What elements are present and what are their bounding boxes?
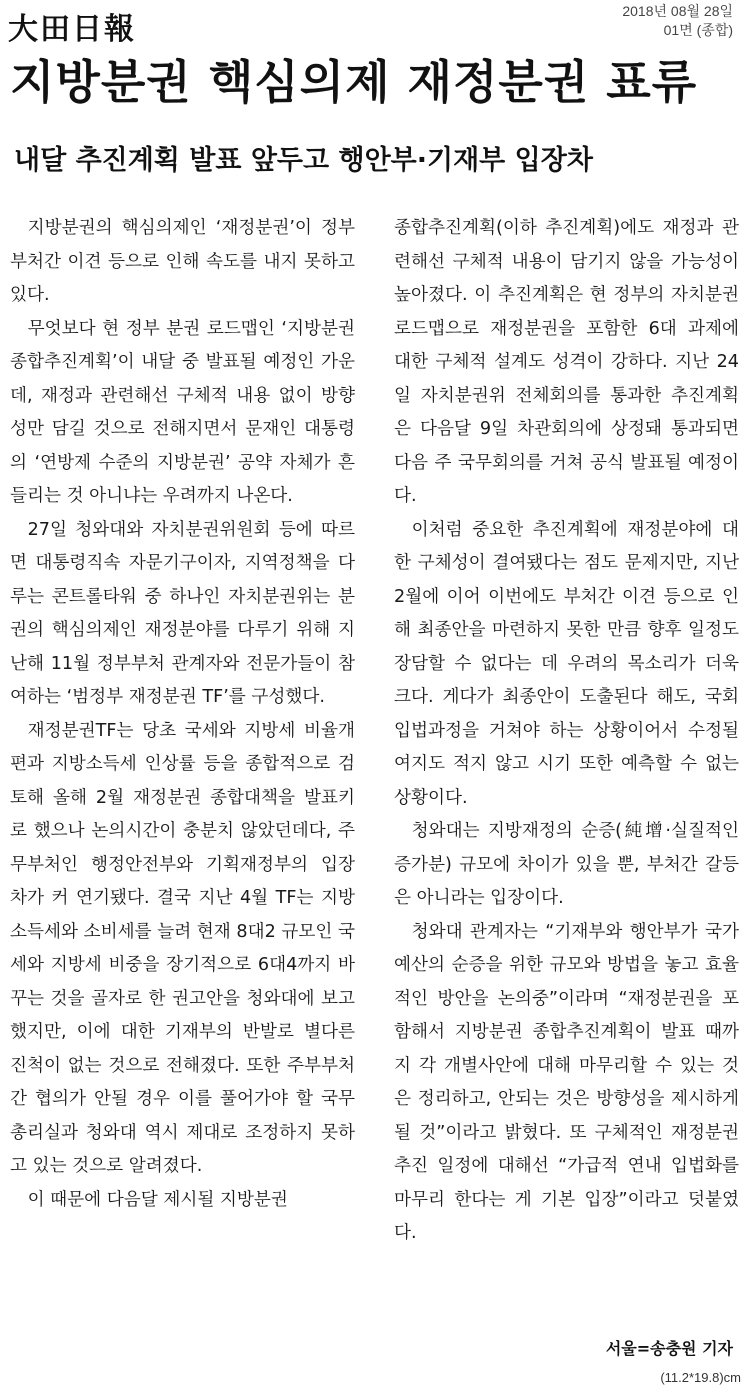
paragraph-continued: 종합추진계획(이하 추진계획)에도 재정과 관련해선 구체적 내용이 담기지 않을 가능성이 높아졌다. 이 추진계획은 현 정부의 자치분권 로드맵으로 재정분권을 포함한 6대 과제에 대한 구체적 설계도 성격이 강하다. 지난 24일 자치분권위 전체회의를 통과한 추진계획은 다음달 9일 차관회의에 상정돼 통과되면 다음 주 국무회의를 거쳐 공식 발표될 예정이다. — [394, 218, 739, 506]
reporter-byline: 서울=송충원 기자 — [605, 1339, 733, 1358]
article-column-left — [10, 212, 355, 1367]
paragraph: 지방분권의 핵심의제인 ‘재정분권’이 정부부처간 이견 등으로 인해 속도를 내지 못하고 있다. — [10, 218, 355, 305]
paragraph: 이 때문에 다음달 제시될 지방분권 — [27, 1189, 288, 1210]
article-column-right — [394, 212, 739, 1367]
paragraph: 청와대는 지방재정의 순증(純增·실질적인 증가분) 규모에 차이가 있을 뿐, 부처간 갈등은 아니라는 입장이다. — [394, 821, 739, 908]
paragraph: 재정분권TF는 당초 국세와 지방세 비율개편과 지방소득세 인상률 등을 종합적으로 검토해 올해 2월 재정분권 종합대책을 발표키로 했으나 논의시간이 충분치 않았던데다, 주무부처인 행정안전부와 기획재정부의 입장 차가 커 연기됐다. 결국 지난 4월 TF는 지방소득세와 소비세를 늘려 현재 8대2 규모인 국세와 지방세 비중을 장기적으로 6대4까지 바꾸는 것을 골자로 한 권고안을 청와대에 보고했지만, 이에 대한 기재부의 반발로 별다른 진척이 없는 것으로 전해졌다. 또한 주부부처간 협의가 안될 경우 이를 풀어가야 할 국무총리실과 청와대 역시 제대로 조정하지 못하고 있는 것으로 알려졌다. — [10, 720, 355, 1176]
clip-size: (11.2*19.8)cm — [660, 1370, 741, 1385]
paragraph: 무엇보다 현 정부 분권 로드맵인 ‘지방분권 종합추진계획’이 내달 중 발표될 예정인 가운데, 재정과 관련해선 구체적 내용 없이 방향성만 담길 것으로 전해지면서 문재인 대통령의 ‘연방제 수준의 지방분권’ 공약 자체가 흔들리는 것 아니냐는 우려까지 나온다. — [10, 318, 355, 506]
page-section: 01면 (종합) — [663, 22, 733, 38]
paragraph: 27일 청와대와 자치분권위원회 등에 따르면 대통령직속 자문기구이자, 지역정책을 다루는 콘트롤타워 중 하나인 자치분권위는 분권의 핵심의제인 재정분야를 다루기 위해 지난해 11월 정부부처 관계자와 전문가들이 참여하는 ‘범정부 재정분권 TF’를 구성했다. — [10, 519, 355, 707]
article-subheadline: 내달 추진계획 발표 앞두고 행안부·기재부 입장차 — [14, 145, 593, 176]
paragraph: 이처럼 중요한 추진계획에 재정분야에 대한 구체성이 결여됐다는 점도 문제지만, 지난 2월에 이어 이번에도 부처간 이견 등으로 인해 최종안을 마련하지 못한 만큼 향후 일정도 장담할 수 없다는 데 우려의 목소리가 더욱 크다. 게다가 최종안이 도출된다 해도, 국회 입법과정을 거쳐야 하는 상황이어서 수정될 여지도 적지 않고 시기 또한 예측할 수 없는 상황이다. — [394, 519, 739, 808]
newspaper-masthead: 大田日報 — [8, 12, 136, 47]
issue-meta — [622, 2, 733, 40]
article-headline: 지방분권 핵심의제 재정분권 표류 — [10, 55, 698, 109]
issue-date: 2018년 08월 28일 — [622, 3, 733, 19]
paragraph: 청와대 관계자는 “기재부와 행안부가 국가예산의 순증을 위한 규모와 방법을 놓고 효율적인 방안을 논의중”이라며 “재정분권을 포함해서 지방분권 종합추진계획이 발표 때까지 각 개별사안에 대해 마무리할 수 있는 것은 정리하고, 안되는 것은 방향성을 제시하게 될 것”이라고 밝혔다. 또 구체적인 재정분권 추진 일정에 대해선 “가급적 연내 입법화를 마무리 한다는 게 기본 입장”이라고 덧붙였다. — [394, 921, 739, 1243]
